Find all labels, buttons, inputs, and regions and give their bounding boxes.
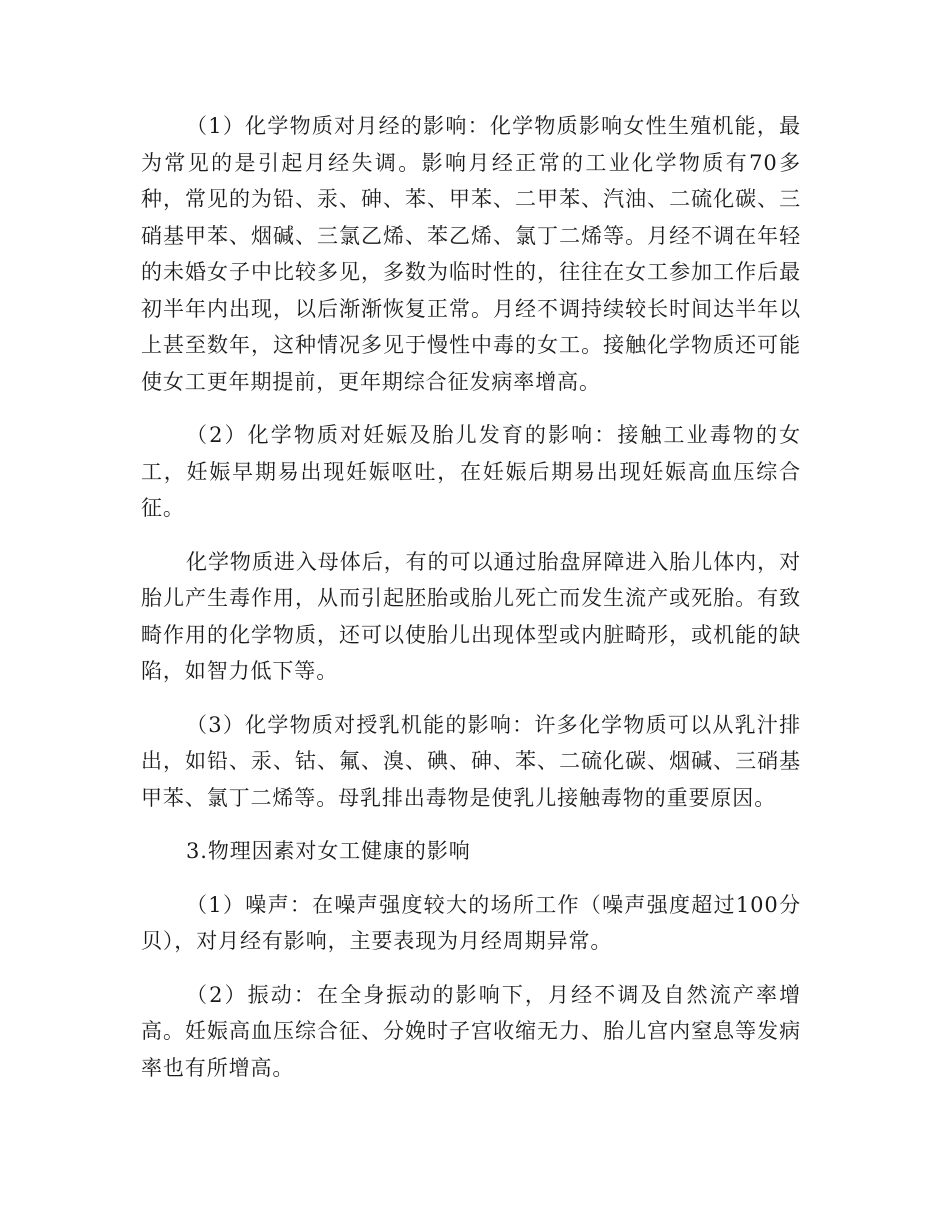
paragraph-chemical-pregnancy: （2）化学物质对妊娠及胎儿发育的影响：接触工业毒物的女工，妊娠早期易出现妊娠呕吐，在妊娠后期易出现妊娠高血压综合征。 (141, 423, 801, 520)
paragraph-vibration: （2）振动：在全身振动的影响下，月经不调及自然流产率增高。妊娠高血压综合征、分娩时子宫收缩无力、胎儿宫内窒息等发病率也有所增高。 (141, 982, 801, 1080)
section-heading-physical-factors: 3.物理因素对女工健康的影响 (186, 839, 471, 863)
document-page (141, 108, 801, 1103)
paragraph-noise: （1）噪声：在噪声强度较大的场所工作（噪声强度超过100分贝），对月经有影响，主要表现为月经周期异常。 (141, 892, 801, 953)
paragraph-chemical-fetus: 化学物质进入母体后，有的可以通过胎盘屏障进入胎儿体内，对胎儿产生毒作用，从而引起胚胎或胎儿死亡而发生流产或死胎。有致畸作用的化学物质，还可以使胎儿出现体型或内脏畸形，或机能的缺陷，如智力低下等。 (141, 549, 801, 683)
paragraph-chemical-menstruation: （1）化学物质对月经的影响：化学物质影响女性生殖机能，最为常见的是引起月经失调。影响月经正常的工业化学物质有70多种，常见的为铅、汞、砷、苯、甲苯、二甲苯、汽油、二硫化碳、三硝基甲苯、烟碱、三氯乙烯、苯乙烯、氯丁二烯等。月经不调在年轻的未婚女子中比较多见，多数为临时性的，往往在女工参加工作后最初半年内出现，以后渐渐恢复正常。月经不调持续较长时间达半年以上甚至数年，这种情况多见于慢性中毒的女工。接触化学物质还可能使女工更年期提前，更年期综合征发病率增高。 (141, 114, 801, 394)
paragraph-chemical-lactation: （3）化学物质对授乳机能的影响：许多化学物质可以从乳汁排出，如铅、汞、钴、氟、溴、碘、砷、苯、二硫化碳、烟碱、三硝基甲苯、氯丁二烯等。母乳排出毒物是使乳儿接触毒物的重要原因。 (141, 712, 801, 810)
